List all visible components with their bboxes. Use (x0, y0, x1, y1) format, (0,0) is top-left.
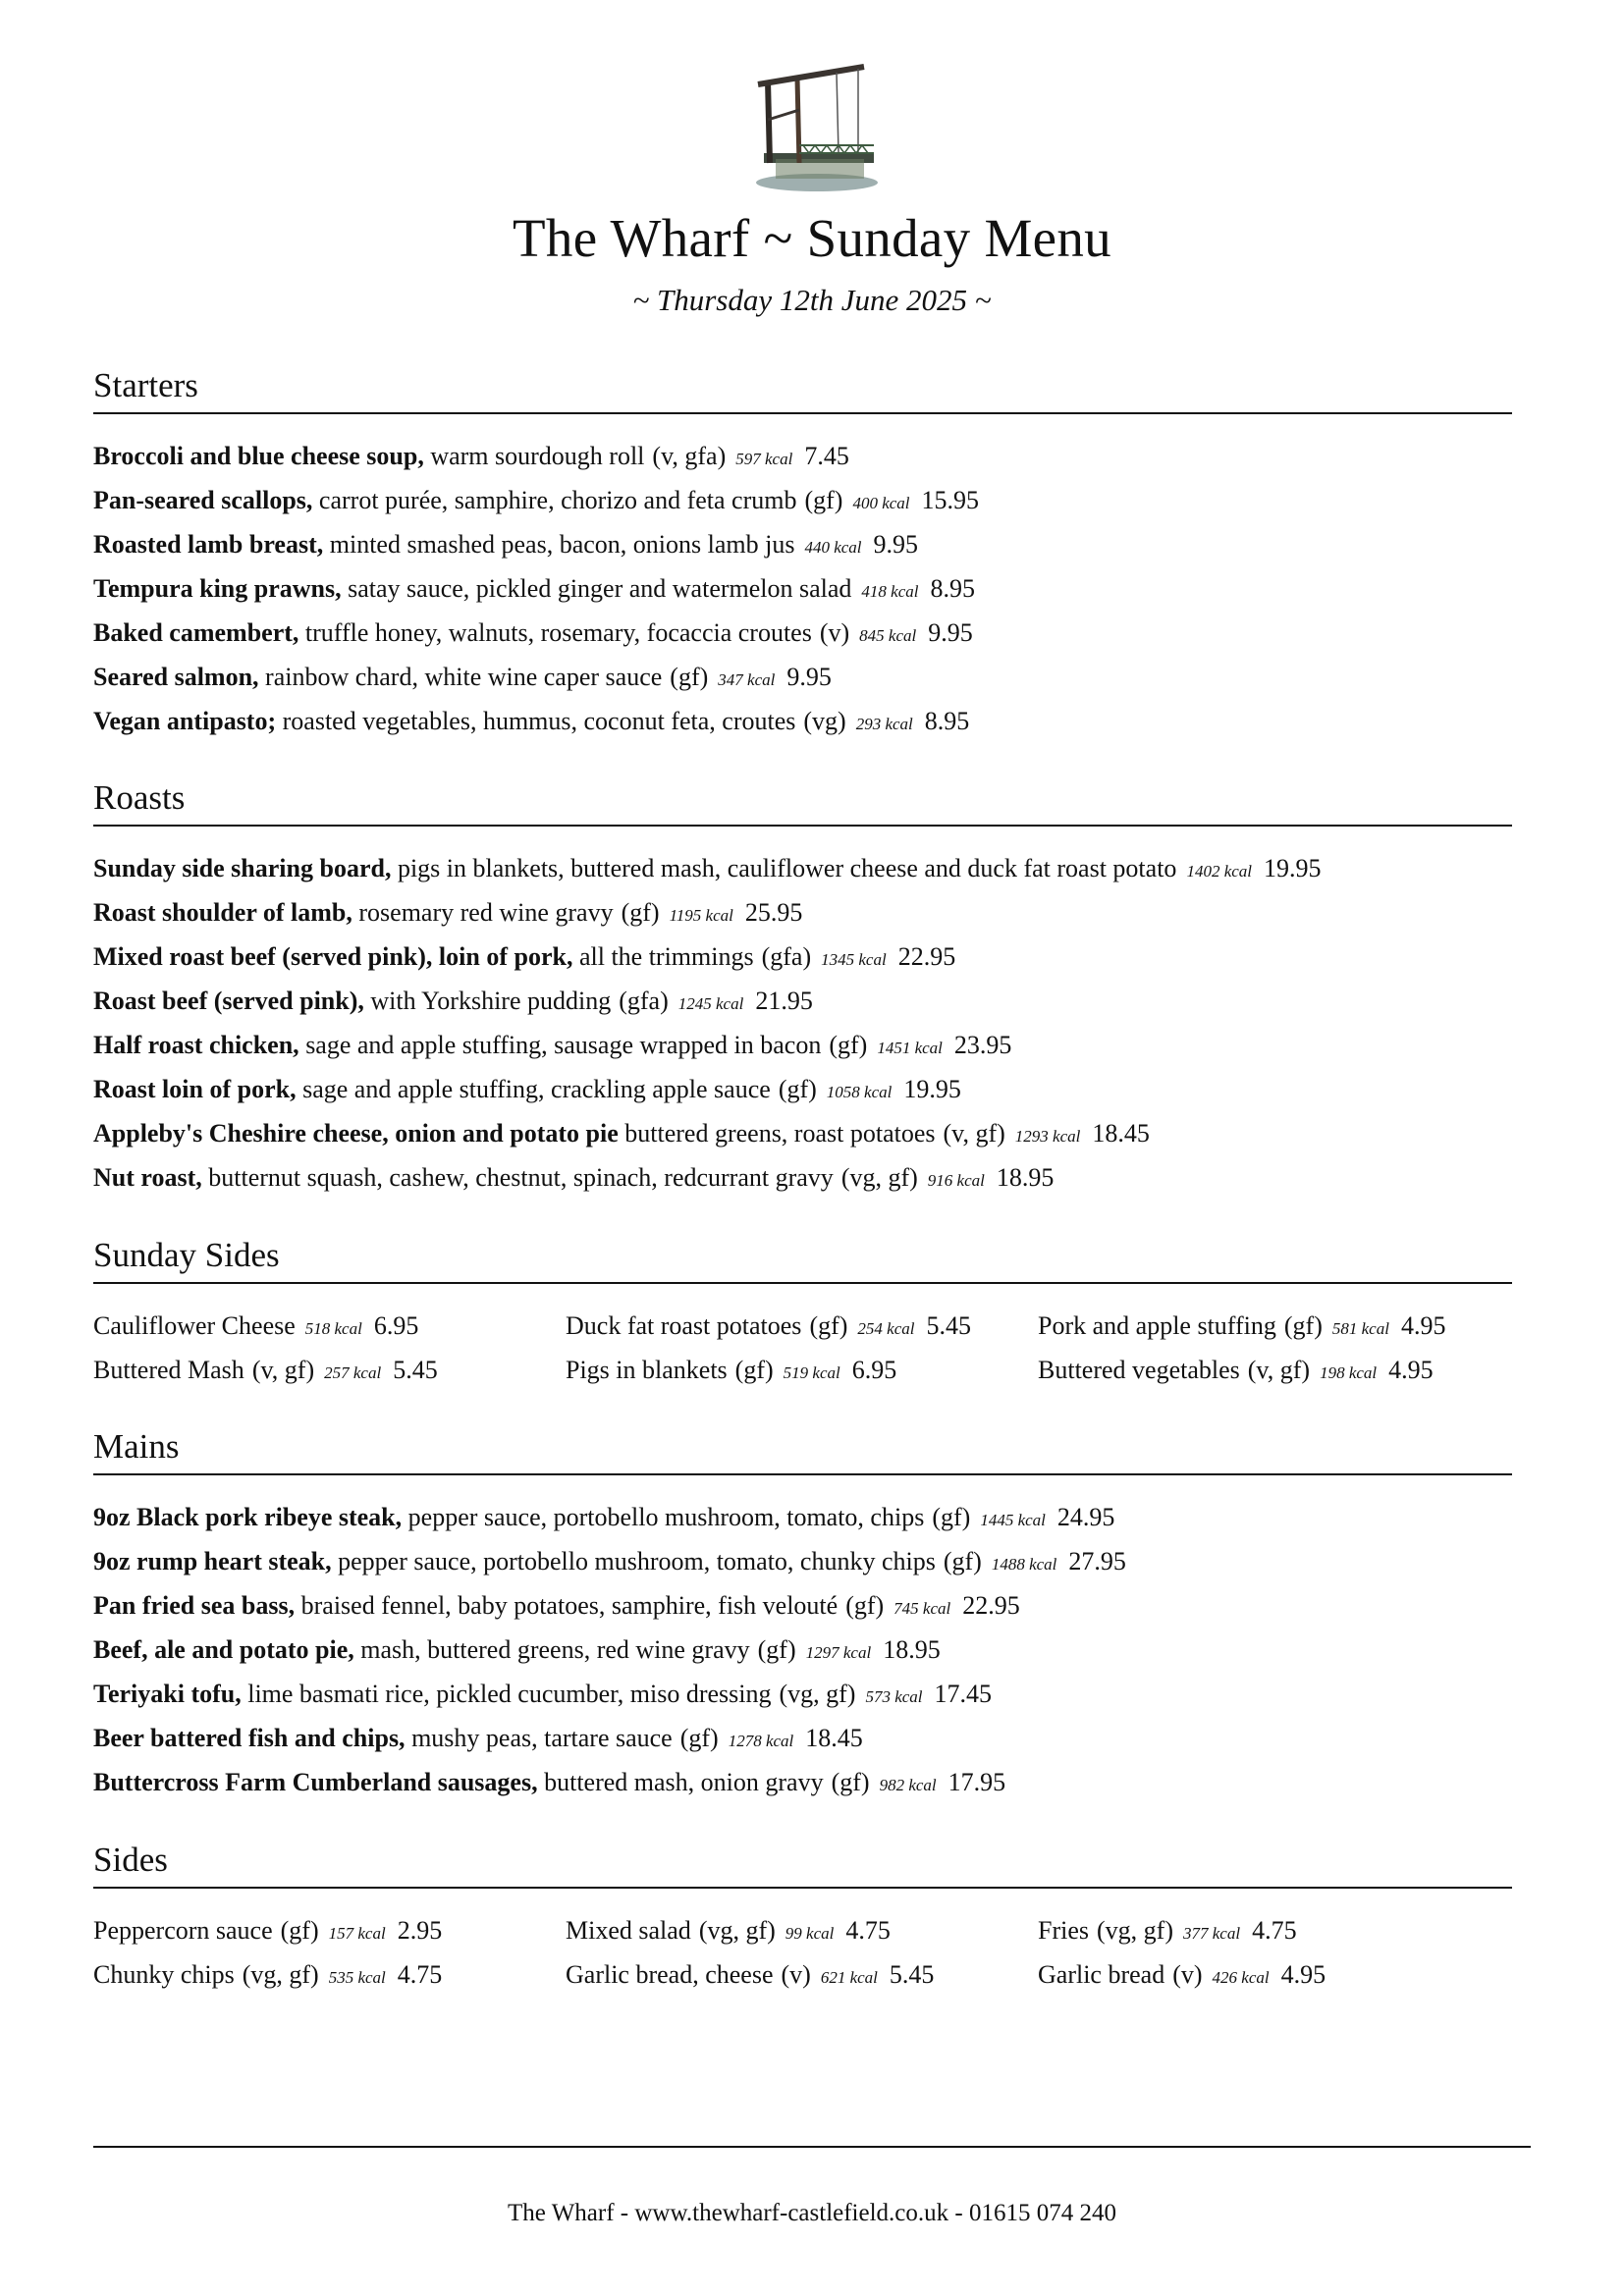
item-description: pepper sauce, portobello mushroom, tomato, chips (402, 1503, 925, 1531)
item-kcal: 400 kcal (852, 494, 910, 512)
menu-item (93, 1155, 1512, 1200)
item-dietary: (gf) (778, 1075, 817, 1103)
item-name: Peppercorn sauce (93, 1916, 273, 1945)
menu-item (1038, 1348, 1512, 1392)
item-dietary: (v, gf) (251, 1356, 315, 1384)
starters-list (93, 434, 1512, 743)
menu-item (1038, 1908, 1512, 1952)
item-dietary: (gfa) (619, 987, 669, 1015)
item-price: 23.95 (953, 1031, 1012, 1059)
item-dietary: (gf) (932, 1503, 971, 1531)
sides-grid (93, 1908, 1512, 1997)
item-name: Fries (1038, 1916, 1089, 1945)
menu-item (93, 1111, 1512, 1155)
item-price: 27.95 (1068, 1547, 1126, 1575)
menu-item (93, 611, 1512, 655)
menu-item (93, 566, 1512, 611)
item-kcal: 519 kcal (783, 1363, 840, 1382)
item-price: 9.95 (928, 618, 973, 647)
menu-item (1038, 1304, 1512, 1348)
menu-item (93, 1023, 1512, 1067)
item-name: Roast beef (served pink), (93, 987, 364, 1015)
item-price: 4.95 (1388, 1356, 1434, 1384)
item-name: Pigs in blankets (566, 1356, 728, 1384)
item-kcal: 745 kcal (893, 1599, 951, 1618)
item-kcal: 916 kcal (927, 1171, 985, 1190)
item-kcal: 982 kcal (879, 1776, 937, 1794)
menu-item (93, 1583, 1512, 1628)
item-dietary: (vg) (803, 707, 846, 735)
item-name: Beef, ale and potato pie, (93, 1635, 354, 1664)
item-price: 4.95 (1280, 1960, 1326, 1989)
item-price: 18.45 (805, 1724, 863, 1752)
footer-contact: The Wharf - www.thewharf-castlefield.co.uk - 01615 074 240 (508, 2200, 1116, 2226)
item-description: minted smashed peas, bacon, onions lamb jus (323, 530, 795, 559)
item-dietary: (gf) (943, 1547, 982, 1575)
item-price: 19.95 (1264, 854, 1322, 882)
item-dietary: (vg, gf) (698, 1916, 776, 1945)
item-kcal: 440 kcal (804, 538, 862, 557)
item-name: Baked camembert, (93, 618, 299, 647)
item-description: truffle honey, walnuts, rosemary, focaccia croutes (298, 618, 812, 647)
item-price: 9.95 (786, 663, 832, 691)
item-kcal: 254 kcal (857, 1319, 915, 1338)
item-name: Half roast chicken, (93, 1031, 299, 1059)
section-heading: Roasts (93, 775, 1512, 827)
item-dietary: (gf) (621, 898, 660, 927)
item-dietary: (gfa) (761, 942, 812, 971)
menu-item (93, 1760, 1512, 1804)
item-name: Mixed salad (566, 1916, 691, 1945)
item-name: Buttercross Farm Cumberland sausages, (93, 1768, 538, 1796)
item-kcal: 573 kcal (865, 1687, 923, 1706)
item-name: Seared salmon, (93, 663, 259, 691)
menu-item (93, 1348, 566, 1392)
item-kcal: 99 kcal (785, 1924, 835, 1943)
item-dietary: (gf) (809, 1311, 848, 1340)
item-dietary: (v) (781, 1960, 811, 1989)
item-name: Appleby's Cheshire cheese, onion and potato pie (93, 1119, 619, 1148)
menu-item (93, 1908, 566, 1952)
item-description: pepper sauce, portobello mushroom, tomato, chunky chips (331, 1547, 936, 1575)
item-kcal: 518 kcal (304, 1319, 362, 1338)
item-description: carrot purée, samphire, chorizo and feta crumb (312, 486, 797, 514)
item-price: 5.45 (926, 1311, 971, 1340)
item-dietary: (vg, gf) (1097, 1916, 1173, 1945)
item-name: 9oz Black pork ribeye steak, (93, 1503, 403, 1531)
item-dietary: (gf) (804, 486, 843, 514)
item-description: lime basmati rice, pickled cucumber, miso dressing (241, 1680, 772, 1708)
item-dietary: (v) (819, 618, 850, 647)
item-name: Sunday side sharing board, (93, 854, 392, 882)
item-kcal: 1345 kcal (821, 950, 887, 969)
item-description: with Yorkshire pudding (363, 987, 612, 1015)
item-dietary: (vg, gf) (840, 1163, 918, 1192)
section-heading: Mains (93, 1424, 1512, 1475)
item-description: braised fennel, baby potatoes, samphire, fish velouté (295, 1591, 839, 1620)
item-name: Pan-seared scallops, (93, 486, 313, 514)
item-dietary: (gf) (679, 1724, 719, 1752)
item-price: 9.95 (873, 530, 919, 559)
item-kcal: 198 kcal (1320, 1363, 1378, 1382)
item-price: 18.45 (1092, 1119, 1150, 1148)
item-description: sage and apple stuffing, sausage wrapped in bacon (298, 1031, 822, 1059)
item-description: pigs in blankets, buttered mash, cauliflower cheese and duck fat roast potato (391, 854, 1177, 882)
menu-item (93, 1495, 1512, 1539)
item-name: Garlic bread (1038, 1960, 1165, 1989)
section-heading: Sunday Sides (93, 1233, 1512, 1284)
menu-item (566, 1304, 1038, 1348)
item-dietary: (gf) (670, 663, 709, 691)
item-price: 24.95 (1056, 1503, 1115, 1531)
item-name: Pork and apple stuffing (1038, 1311, 1276, 1340)
item-price: 22.95 (962, 1591, 1020, 1620)
item-price: 8.95 (924, 707, 970, 735)
section-heading: Starters (93, 363, 1512, 414)
item-dietary: (v, gf) (1247, 1356, 1311, 1384)
item-name: Broccoli and blue cheese soup, (93, 442, 424, 470)
item-price: 15.95 (921, 486, 980, 514)
item-price: 4.75 (1252, 1916, 1297, 1945)
item-kcal: 1297 kcal (805, 1643, 872, 1662)
item-dietary: (gf) (1283, 1311, 1323, 1340)
item-kcal: 1488 kcal (991, 1555, 1057, 1574)
item-name: 9oz rump heart steak, (93, 1547, 332, 1575)
menu-item (93, 1952, 566, 1997)
item-dietary: (v) (1172, 1960, 1203, 1989)
menu-item (93, 934, 1512, 979)
item-description: all the trimmings (572, 942, 754, 971)
item-kcal: 1445 kcal (980, 1511, 1046, 1529)
item-name: Buttered Mash (93, 1356, 244, 1384)
section-roasts (93, 775, 1512, 1200)
bridge-logo-icon (729, 61, 886, 196)
item-dietary: (gf) (845, 1591, 885, 1620)
item-price: 4.95 (1400, 1311, 1446, 1340)
item-name: Pan fried sea bass, (93, 1591, 296, 1620)
item-price: 18.95 (883, 1635, 941, 1664)
item-dietary: (gf) (831, 1768, 870, 1796)
item-name: Duck fat roast potatoes (566, 1311, 802, 1340)
item-description: warm sourdough roll (423, 442, 645, 470)
item-kcal: 347 kcal (718, 670, 776, 689)
menu-item (93, 434, 1512, 478)
item-price: 4.75 (397, 1960, 443, 1989)
item-kcal: 581 kcal (1331, 1319, 1389, 1338)
item-kcal: 1195 kcal (669, 906, 733, 925)
item-name: Roast shoulder of lamb, (93, 898, 352, 927)
menu-item (93, 890, 1512, 934)
item-price: 21.95 (755, 987, 813, 1015)
item-name: Chunky chips (93, 1960, 235, 1989)
item-kcal: 157 kcal (328, 1924, 386, 1943)
item-kcal: 1058 kcal (826, 1083, 893, 1101)
item-price: 6.95 (373, 1311, 419, 1340)
menu-item (93, 979, 1512, 1023)
menu-item (93, 1304, 566, 1348)
footer-divider (93, 2146, 1531, 2148)
item-kcal: 1278 kcal (728, 1732, 794, 1750)
item-name: Mixed roast beef (served pink), loin of pork, (93, 942, 573, 971)
roasts-list (93, 846, 1512, 1200)
item-kcal: 1245 kcal (677, 994, 744, 1013)
item-dietary: (gf) (757, 1635, 796, 1664)
item-price: 8.95 (930, 574, 975, 603)
item-dietary: (gf) (734, 1356, 774, 1384)
menu-item (1038, 1952, 1512, 1997)
menu-item (566, 1952, 1038, 1997)
menu-item (566, 1908, 1038, 1952)
item-price: 5.45 (889, 1960, 935, 1989)
item-kcal: 845 kcal (859, 626, 917, 645)
menu-date: ~ Thursday 12th June 2025 ~ (632, 283, 992, 317)
menu-item (93, 1067, 1512, 1111)
item-name: Buttered vegetables (1038, 1356, 1240, 1384)
item-kcal: 597 kcal (735, 450, 793, 468)
item-description: roasted vegetables, hummus, coconut feta, croutes (276, 707, 796, 735)
item-dietary: (gf) (829, 1031, 868, 1059)
item-description: buttered mash, onion gravy (537, 1768, 824, 1796)
item-description: buttered greens, roast potatoes (618, 1119, 936, 1148)
item-name: Roast loin of pork, (93, 1075, 297, 1103)
item-kcal: 426 kcal (1212, 1968, 1270, 1987)
sunday-sides-grid (93, 1304, 1512, 1392)
item-name: Vegan antipasto; (93, 707, 277, 735)
item-kcal: 1293 kcal (1014, 1127, 1081, 1146)
section-sides (93, 1838, 1512, 1997)
item-kcal: 621 kcal (820, 1968, 878, 1987)
item-price: 7.45 (804, 442, 849, 470)
item-name: Garlic bread, cheese (566, 1960, 774, 1989)
section-mains (93, 1424, 1512, 1804)
item-name: Roasted lamb breast, (93, 530, 324, 559)
item-name: Nut roast, (93, 1163, 202, 1192)
item-kcal: 418 kcal (861, 582, 919, 601)
menu-item (93, 522, 1512, 566)
section-heading: Sides (93, 1838, 1512, 1889)
item-kcal: 293 kcal (855, 715, 913, 733)
item-description: sage and apple stuffing, crackling apple sauce (296, 1075, 771, 1103)
item-kcal: 1402 kcal (1186, 862, 1253, 881)
item-price: 18.95 (996, 1163, 1055, 1192)
menu-item (93, 655, 1512, 699)
item-dietary: (gf) (280, 1916, 319, 1945)
item-price: 17.45 (934, 1680, 993, 1708)
menu-item (93, 1672, 1512, 1716)
section-sunday-sides (93, 1233, 1512, 1392)
item-kcal: 377 kcal (1182, 1924, 1241, 1943)
item-name: Teriyaki tofu, (93, 1680, 242, 1708)
item-price: 2.95 (397, 1916, 443, 1945)
item-price: 22.95 (897, 942, 956, 971)
item-price: 6.95 (851, 1356, 897, 1384)
item-dietary: (vg, gf) (779, 1680, 856, 1708)
section-starters (93, 363, 1512, 743)
item-price: 5.45 (393, 1356, 438, 1384)
mains-list (93, 1495, 1512, 1804)
item-kcal: 257 kcal (324, 1363, 382, 1382)
menu-item (93, 1628, 1512, 1672)
item-description: butternut squash, cashew, chestnut, spinach, redcurrant gravy (201, 1163, 834, 1192)
menu-item (93, 478, 1512, 522)
menu-item (93, 1716, 1512, 1760)
menu-title: The Wharf ~ Sunday Menu (513, 208, 1111, 268)
item-price: 19.95 (903, 1075, 961, 1103)
menu-item (93, 699, 1512, 743)
item-name: Tempura king prawns, (93, 574, 342, 603)
item-description: rainbow chard, white wine caper sauce (258, 663, 663, 691)
item-description: rosemary red wine gravy (352, 898, 614, 927)
item-name: Beer battered fish and chips, (93, 1724, 406, 1752)
item-kcal: 535 kcal (328, 1968, 386, 1987)
item-price: 17.95 (947, 1768, 1006, 1796)
item-dietary: (v, gfa) (652, 442, 727, 470)
item-kcal: 1451 kcal (877, 1039, 943, 1057)
menu-item (93, 846, 1512, 890)
menu-item (566, 1348, 1038, 1392)
item-dietary: (vg, gf) (242, 1960, 319, 1989)
item-dietary: (v, gf) (943, 1119, 1005, 1148)
item-name: Cauliflower Cheese (93, 1311, 296, 1340)
menu-item (93, 1539, 1512, 1583)
item-description: mash, buttered greens, red wine gravy (353, 1635, 750, 1664)
item-price: 25.95 (744, 898, 803, 927)
item-price: 4.75 (845, 1916, 891, 1945)
item-description: satay sauce, pickled ginger and watermelon salad (341, 574, 852, 603)
item-description: mushy peas, tartare sauce (405, 1724, 673, 1752)
